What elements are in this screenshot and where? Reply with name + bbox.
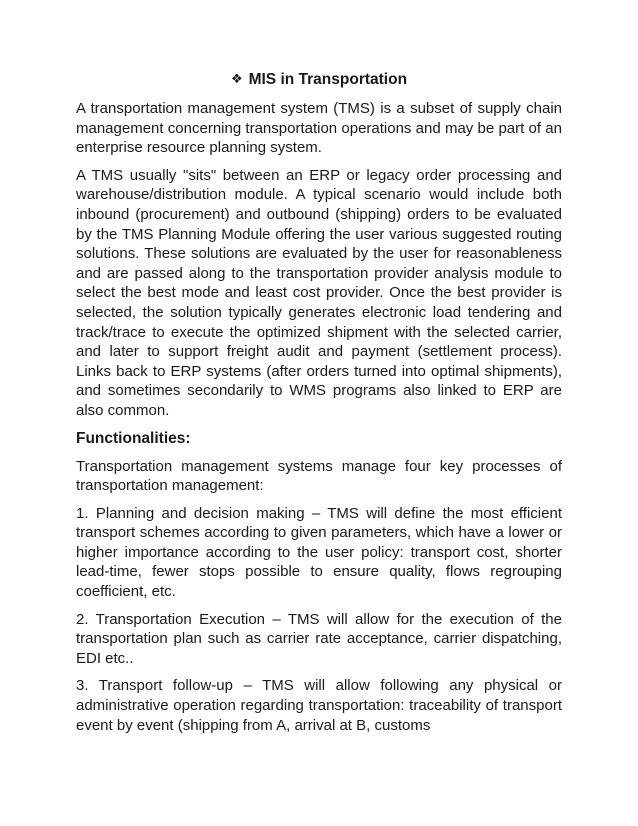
diamond-bullet-icon: ❖ [230,71,243,86]
paragraph-scenario: A TMS usually "sits" between an ERP or legacy order processing and warehouse/distribution module. A typical scenario would include both inbound (procurement) and outbound (shipping) orders to be evaluated by the TMS Planning Module offering the user various suggested routing solutions. These solutions are evaluated by the user for reasonableness and are passed along to the transportation provider analysis module to select the best mode and least cost provider. Once the best provider is selected, the solution typically generates electronic load tendering and track/trace to execute the optimized shipment with the selected carrier, and later to support freight audit and payment (settlement process). Links back to ERP systems (after orders turned into optimal shipments), and sometimes secondarily to WMS programs also linked to ERP are also common. [76,166,562,419]
paragraph-definition: A transportation management system (TMS) is a subset of supply chain management concerning transportation operations and may be part of an enterprise resource planning system. [76,100,562,157]
section-heading [76,70,562,90]
section-title: MIS in Transportation [248,71,408,88]
functionalities-heading: Functionalities: [76,429,191,447]
paragraph-follow-up: 3. Transport follow-up – TMS will allow following any physical or administrative operation regarding transportation: traceability of transport event by event (shipping from A, arrival at B, customs [76,677,562,734]
paragraph-planning: 1. Planning and decision making – TMS will define the most efficient transport schemes according to given parameters, which have a lower or higher importance according to the user policy: transport cost, shorter lead-time, fewer stops possible to ensure quality, flows regrouping coefficient, etc. [76,504,562,601]
document-body [76,70,562,743]
paragraph-functionalities-intro: Transportation management systems manage four key processes of transportation management: [76,457,562,495]
paragraph-execution: 2. Transportation Execution – TMS will allow for the execution of the transportation plan such as carrier rate acceptance, carrier dispatching, EDI etc.. [76,610,562,667]
